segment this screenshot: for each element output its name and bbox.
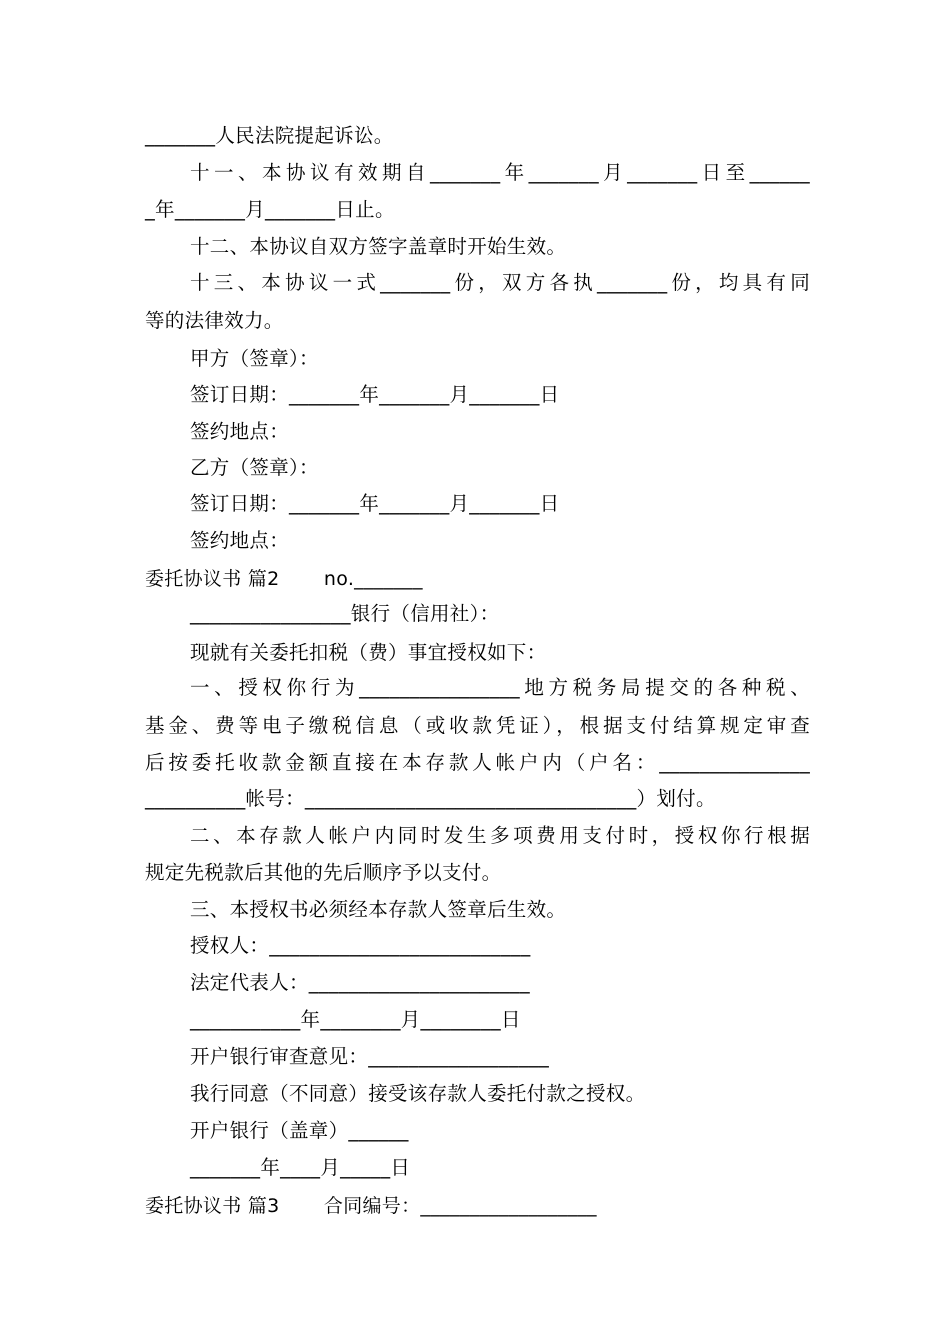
bank-addressee: ________________银行（信用社）： [190, 602, 500, 625]
section-heading-3: 委托协议书 篇3 合同编号：__________________ [145, 1195, 597, 1217]
party-b-signature: 乙方（签章）： [190, 456, 319, 479]
clause-11-line-2: _年_______月_______日止。 [145, 198, 395, 221]
item-3: 三、本授权书必须经本存款人签章后生效。 [190, 898, 567, 921]
bank-seal: 开户银行（盖章）______ [190, 1119, 409, 1142]
item-1-line-4: __________帐号：_________________________________）划付。 [145, 787, 716, 810]
clause-12: 十二、本协议自双方签字盖章时开始生效。 [190, 235, 567, 258]
section-heading-2: 委托协议书 篇2 no._______ [145, 568, 423, 590]
item-1-line-3: 后按委托收款金额直接在本存款人帐户内（户名：_______________ [145, 751, 810, 774]
bank-consent-statement: 我行同意（不同意）接受该存款人委托付款之授权。 [190, 1082, 646, 1105]
item-1-line-1: 一、授权你行为________________地方税务局提交的各种税、 [190, 676, 810, 699]
bank-date-field: _______年____月_____日 [190, 1156, 411, 1179]
text-line: _______人民法院提起诉讼。 [145, 124, 394, 147]
party-a-sign-date: 签订日期：_______年_______月_______日 [190, 383, 560, 406]
clause-11-line-1: 十一、本协议有效期自_______年_______月_______日至______ [190, 161, 810, 184]
bank-review-opinion: 开户银行审查意见：__________________ [190, 1045, 550, 1068]
party-b-sign-place: 签约地点： [190, 529, 290, 552]
authorization-intro: 现就有关委托扣税（费）事宜授权如下： [190, 641, 547, 664]
item-2-line-2: 规定先税款后其他的先后顺序予以支付。 [145, 861, 502, 884]
party-a-sign-place: 签约地点： [190, 420, 290, 443]
party-a-signature: 甲方（签章）： [190, 347, 319, 370]
date-field: ___________年________月________日 [190, 1008, 521, 1031]
clause-13-line-1: 十三、本协议一式_______份，双方各执_______份，均具有同 [190, 271, 810, 294]
item-2-line-1: 二、本存款人帐户内同时发生多项费用支付时，授权你行根据 [190, 824, 810, 847]
legal-representative-field: 法定代表人：______________________ [190, 971, 530, 994]
clause-13-line-2: 等的法律效力。 [145, 309, 284, 332]
party-b-sign-date: 签订日期：_______年_______月_______日 [190, 492, 560, 515]
authorizer-field: 授权人：__________________________ [190, 934, 531, 957]
item-1-line-2: 基金、费等电子缴税信息（或收款凭证），根据支付结算规定审查 [145, 714, 810, 737]
